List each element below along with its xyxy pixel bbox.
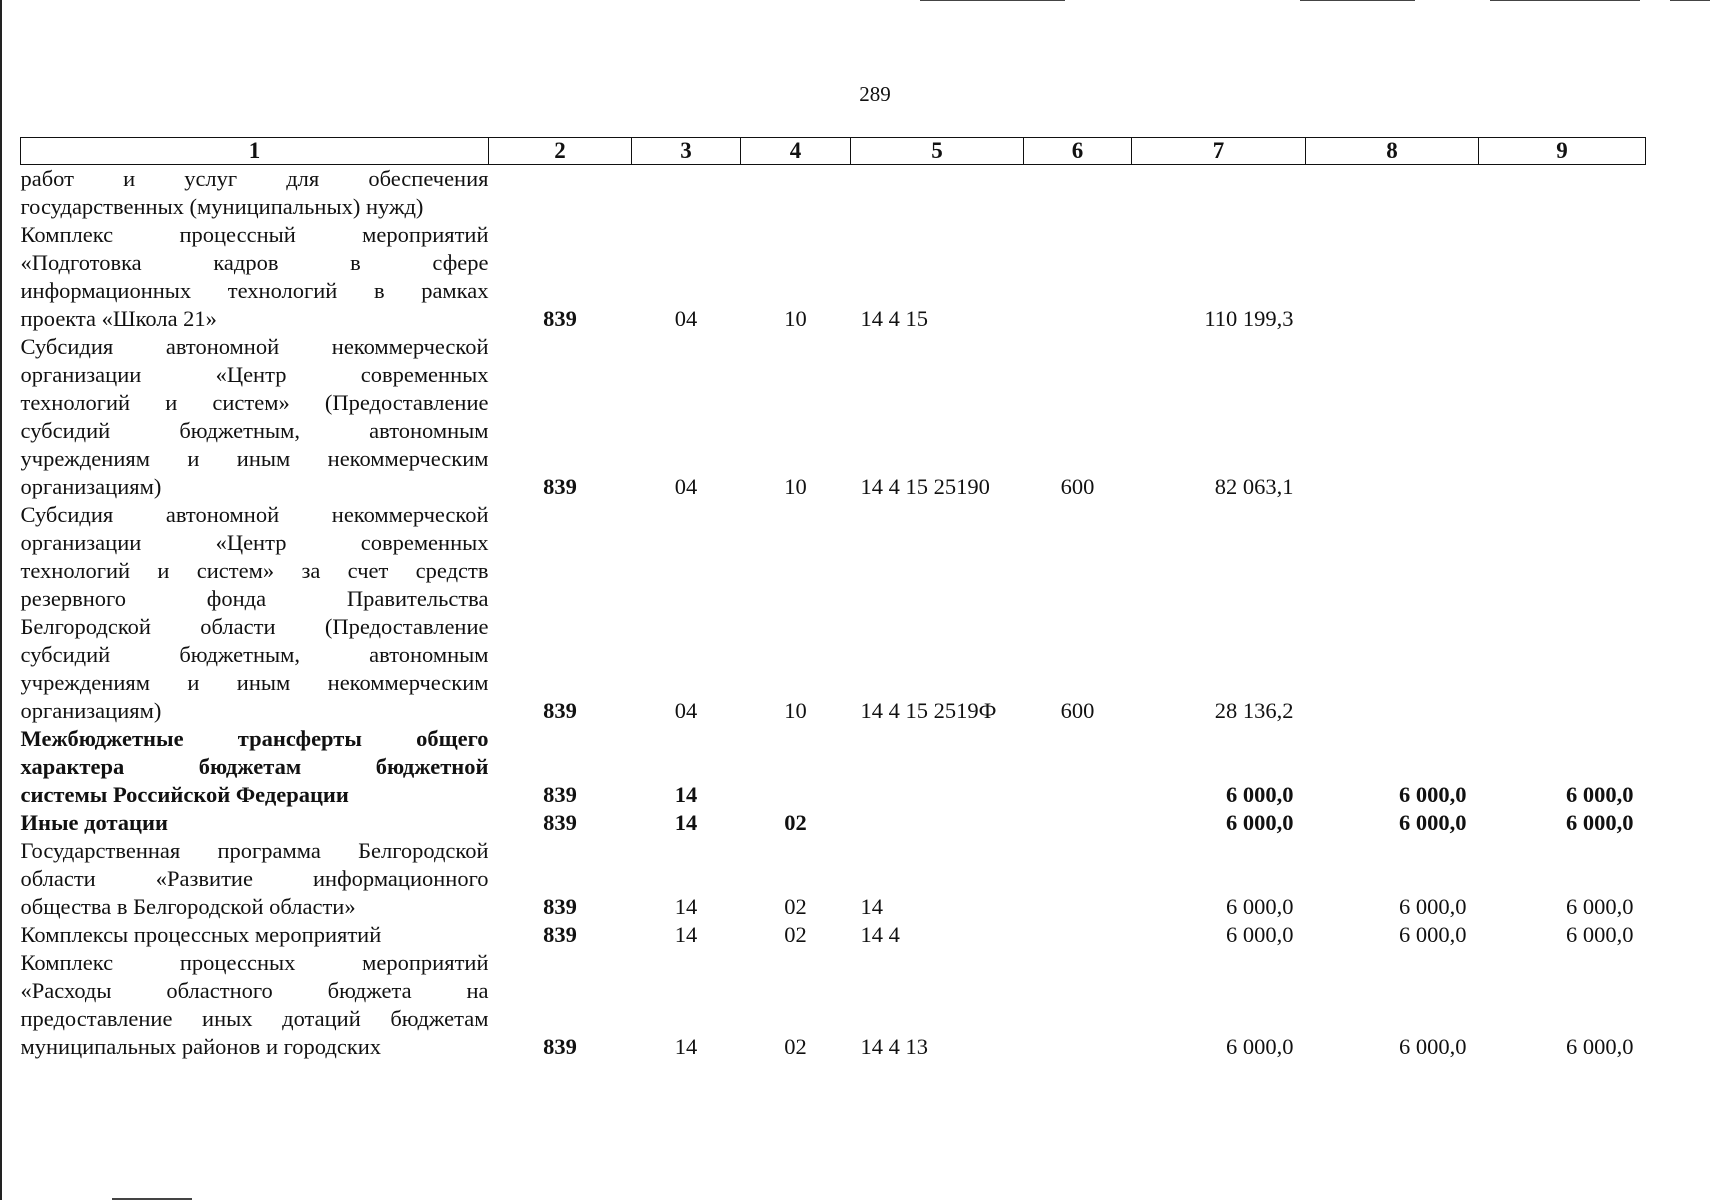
row-name-cell <box>21 501 489 725</box>
table-row <box>21 333 1646 501</box>
header-cell: 3 <box>632 138 741 165</box>
expense-type-cell <box>1024 725 1132 809</box>
department-code-cell: 839 <box>543 782 577 807</box>
row-name-line: субсидий бюджетным, автономным <box>20 418 489 443</box>
row-name-line: технологий и систем» (Предоставление <box>20 390 489 415</box>
section-code-cell: 14 <box>674 922 698 947</box>
table-row <box>21 837 1646 921</box>
header-cell: 5 <box>851 138 1024 165</box>
row-name-line: характера бюджетам бюджетной <box>20 754 489 779</box>
expense-type-cell <box>1024 809 1132 837</box>
section-code-cell: 04 <box>674 306 698 331</box>
expense-type-cell: 600 <box>1060 474 1095 499</box>
amount-year2-cell: 6 000,0 <box>1399 782 1467 807</box>
page-number: 289 <box>859 82 891 106</box>
scan-artifact-line <box>920 0 1065 1</box>
row-name-line: Субсидия автономной некоммерческой <box>20 502 489 527</box>
row-name-line: Комплексы процессных мероприятий <box>20 922 382 947</box>
table-row <box>21 221 1646 333</box>
department-code-cell: 839 <box>543 306 577 331</box>
department-code-cell: 839 <box>543 1034 577 1059</box>
header-row <box>21 138 1646 165</box>
row-name-line: муниципальных районов и городских <box>20 1034 382 1059</box>
amount-year2-cell: 6 000,0 <box>1399 922 1467 947</box>
target-article-cell <box>851 809 1024 837</box>
subsection-code-cell: 10 <box>784 698 807 723</box>
subsection-code-cell: 02 <box>784 894 807 919</box>
amount-year2-cell: 6 000,0 <box>1399 894 1467 919</box>
row-name-line: технологий и систем» за счет средств <box>20 558 489 583</box>
row-name-line: Комплекс процессный мероприятий <box>20 222 489 247</box>
section-code-cell: 04 <box>674 698 698 723</box>
target-article-cell: 14 4 15 2519Ф <box>860 698 997 723</box>
scan-artifact-line <box>1670 0 1710 1</box>
row-name-line: «Расходы областного бюджета на <box>20 978 489 1003</box>
expense-type-cell <box>1024 949 1132 1061</box>
amount-year1-cell: 110 199,3 <box>1204 306 1294 331</box>
row-name-line: Иные дотации <box>20 810 168 835</box>
scan-border-left <box>0 0 2 1200</box>
subsection-code-cell: 10 <box>784 474 807 499</box>
target-article-cell <box>851 725 1024 809</box>
row-name-cell <box>21 809 489 837</box>
row-name-line: организациям) <box>20 474 162 499</box>
expense-type-cell <box>1024 837 1132 921</box>
amount-year2-cell <box>1306 501 1479 725</box>
header-cell: 4 <box>741 138 851 165</box>
department-code-cell <box>489 165 632 222</box>
row-name-line: Белгородской области (Предоставление <box>20 614 489 639</box>
row-name-cell <box>21 949 489 1061</box>
row-name-line: резервного фонда Правительства <box>20 586 489 611</box>
subsection-code-cell <box>741 725 851 809</box>
amount-year1-cell: 6 000,0 <box>1226 894 1294 919</box>
target-article-cell: 14 4 15 <box>860 306 928 331</box>
table-body <box>21 165 1646 1062</box>
amount-year1-cell: 6 000,0 <box>1226 782 1294 807</box>
amount-year1-cell: 28 136,2 <box>1214 698 1294 723</box>
subsection-code-cell: 02 <box>784 810 807 835</box>
row-name-line: организациям) <box>20 698 162 723</box>
amount-year3-cell <box>1479 165 1646 222</box>
row-name-line: «Подготовка кадров в сфере <box>20 250 489 275</box>
amount-year1-cell: 6 000,0 <box>1226 810 1294 835</box>
section-code-cell: 14 <box>674 810 698 835</box>
header-cell: 9 <box>1479 138 1646 165</box>
section-code-cell: 14 <box>674 782 698 807</box>
row-name-line: организации «Центр современных <box>20 530 489 555</box>
header-cell: 7 <box>1132 138 1306 165</box>
expense-type-cell <box>1024 921 1132 949</box>
amount-year2-cell <box>1306 165 1479 222</box>
row-name-line: предоставление иных дотаций бюджетам <box>20 1006 489 1031</box>
row-name-line: общества в Белгородской области» <box>20 894 356 919</box>
amount-year3-cell <box>1479 333 1646 501</box>
section-code-cell <box>632 165 741 222</box>
header-cell: 6 <box>1024 138 1132 165</box>
subsection-code-cell: 02 <box>784 922 807 947</box>
row-name-cell <box>21 921 489 949</box>
table-row <box>21 501 1646 725</box>
row-name-line: системы Российской Федерации <box>20 782 349 807</box>
amount-year2-cell: 6 000,0 <box>1399 810 1467 835</box>
section-code-cell: 04 <box>674 474 698 499</box>
subsection-code-cell <box>741 165 851 222</box>
table-row <box>21 165 1646 222</box>
row-name-line: Комплекс процессных мероприятий <box>20 950 489 975</box>
row-name-line: учреждениям и иным некоммерческим <box>20 670 489 695</box>
table-row <box>21 809 1646 837</box>
row-name-cell <box>21 165 489 222</box>
row-name-cell <box>21 333 489 501</box>
target-article-cell: 14 <box>860 894 883 919</box>
subsection-code-cell: 10 <box>784 306 807 331</box>
department-code-cell: 839 <box>543 894 577 919</box>
row-name-cell <box>21 221 489 333</box>
row-name-line: субсидий бюджетным, автономным <box>20 642 489 667</box>
header-cell: 2 <box>489 138 632 165</box>
target-article-cell: 14 4 15 25190 <box>860 474 990 499</box>
section-code-cell: 14 <box>674 894 698 919</box>
amount-year2-cell: 6 000,0 <box>1399 1034 1467 1059</box>
header-cell: 1 <box>21 138 489 165</box>
amount-year3-cell: 6 000,0 <box>1566 782 1634 807</box>
amount-year1-cell: 6 000,0 <box>1226 922 1294 947</box>
scan-artifact-line <box>1490 0 1640 1</box>
amount-year2-cell <box>1306 333 1479 501</box>
amount-year3-cell <box>1479 501 1646 725</box>
row-name-cell <box>21 725 489 809</box>
department-code-cell: 839 <box>543 474 577 499</box>
table-row <box>21 949 1646 1061</box>
budget-table <box>20 137 1646 1061</box>
row-name-line: работ и услуг для обеспечения <box>20 166 489 191</box>
row-name-cell <box>21 837 489 921</box>
row-name-line: государственных (муниципальных) нужд) <box>20 194 424 219</box>
row-name-line: учреждениям и иным некоммерческим <box>20 446 489 471</box>
subsection-code-cell: 02 <box>784 1034 807 1059</box>
amount-year1-cell: 6 000,0 <box>1226 1034 1294 1059</box>
department-code-cell: 839 <box>543 810 577 835</box>
section-code-cell: 14 <box>674 1034 698 1059</box>
row-name-line: области «Развитие информационного <box>20 866 489 891</box>
row-name-line: проекта «Школа 21» <box>20 306 217 331</box>
row-name-line: Субсидия автономной некоммерческой <box>20 334 489 359</box>
target-article-cell: 14 4 <box>860 922 900 947</box>
amount-year1-cell <box>1132 165 1306 222</box>
amount-year1-cell: 82 063,1 <box>1214 474 1294 499</box>
amount-year3-cell: 6 000,0 <box>1566 894 1634 919</box>
amount-year3-cell: 6 000,0 <box>1566 1034 1634 1059</box>
expense-type-cell: 600 <box>1060 698 1095 723</box>
table-row <box>21 725 1646 809</box>
header-cell: 8 <box>1306 138 1479 165</box>
row-name-line: Межбюджетные трансферты общего <box>20 726 489 751</box>
expense-type-cell <box>1024 221 1132 333</box>
amount-year3-cell: 6 000,0 <box>1566 922 1634 947</box>
target-article-cell: 14 4 13 <box>860 1034 928 1059</box>
table-row <box>21 921 1646 949</box>
department-code-cell: 839 <box>543 698 577 723</box>
row-name-line: Государственная программа Белгородской <box>20 838 489 863</box>
row-name-line: информационных технологий в рамках <box>20 278 489 303</box>
amount-year3-cell <box>1479 221 1646 333</box>
amount-year3-cell: 6 000,0 <box>1566 810 1634 835</box>
target-article-cell <box>851 165 1024 222</box>
scan-artifact-line <box>1300 0 1415 1</box>
row-name-line: организации «Центр современных <box>20 362 489 387</box>
expense-type-cell <box>1024 165 1132 222</box>
amount-year2-cell <box>1306 221 1479 333</box>
department-code-cell: 839 <box>543 922 577 947</box>
